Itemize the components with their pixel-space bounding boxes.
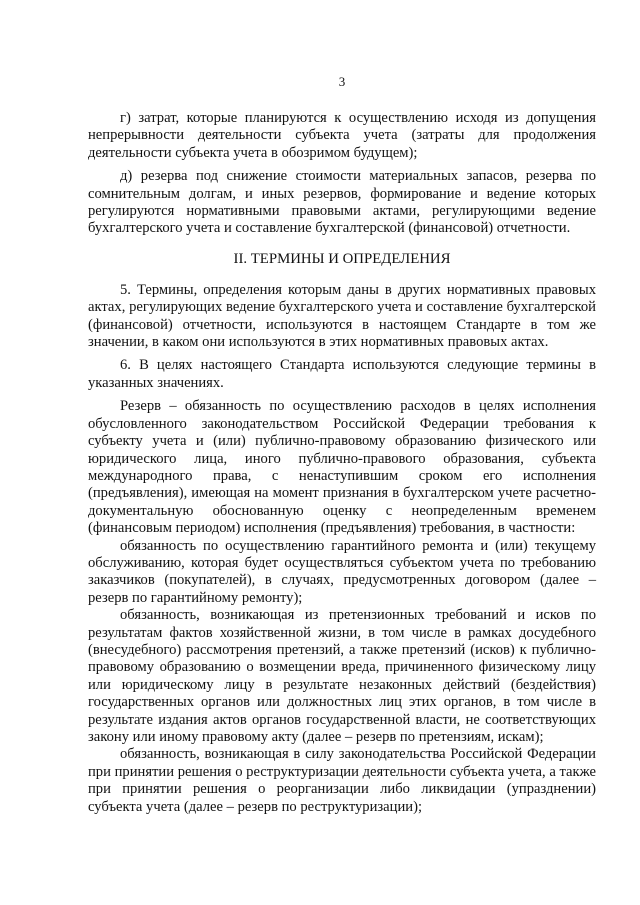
paragraph-reserve-definition: Резерв – обязанность по осуществлению расходов в целях исполнения обусловленного законодательством Российской Федерации требования к субъекту учета и (или) публично-правовому образованию физического или юридического лица, иного публично-правового образования, субъекта международного права, с ненаступившим сроком его исполнения (предъявления), имеющая на момент признания в бухгалтерском учете расчетно-документальную обоснованную оценку с неопределенным временем (финансовым периодом) исполнения (предъявления) требования, в частности: [88,398,596,537]
page-number: 3 [338,74,346,89]
paragraph-restructuring-reserve: обязанность, возникающая в силу законодательства Российской Федерации при принятии решения о реструктуризации деятельности субъекта учета, а также при принятии решения о реорганизации либо ликвидации (упразднении) субъекта учета (далее – резерв по реструктуризации); [88,746,596,815]
paragraph-item-d: д) резерва под снижение стоимости материальных запасов, резерва по сомнительным долгам, и иных резервов, формирование и ведение которых регулируются нормативными правовыми актами, регулирующими ведение бухгалтерского учета и составление бухгалтерской (финансовой) отчетности. [88,168,596,237]
paragraph-5: 5. Термины, определения которым даны в других нормативных правовых актах, регулирующих ведение бухгалтерского учета и составление бухгалтерской (финансовой) отчетности, используются в настоящем Стандарте в том же значении, в каком они используются в этих нормативных правовых актах. [88,281,596,351]
paragraph-warranty-reserve: обязанность по осуществлению гарантийного ремонта и (или) текущему обслуживанию, которая будет осуществляться субъектом учета по требованию заказчиков (покупателей), в случаях, предусмотренных договором (далее – резерв по гарантийному ремонту); [88,537,596,606]
paragraph-item-g: г) затрат, которые планируются к осуществлению исходя из допущения непрерывности деятельности субъекта учета (затраты для продолжения деятельности субъекта учета в обозримом будущем); [88,110,596,161]
paragraph-claims-reserve: обязанность, возникающая из претензионных требований и исков по результатам фактов хозяйственной жизни, в том числе в рамках досудебного (внесудебного) рассмотрения претензий, а также претензий (исков) к публично-правовому образованию о возмещении вреда, причиненного физическому лицу или юридическому лицу в результате незаконных действий (бездействия) государственных органов или должностных лиц этих органов, в том числе в результате издания актов органов государственной власти, не соответствующих закону или иному правовому акту (далее – резерв по претензиям, искам); [88,607,596,745]
section-title: II. ТЕРМИНЫ И ОПРЕДЕЛЕНИЯ [233,250,451,267]
document-page [88,74,596,816]
paragraph-6: 6. В целях настоящего Стандарта используются следующие термины в указанных значениях. [88,357,596,391]
